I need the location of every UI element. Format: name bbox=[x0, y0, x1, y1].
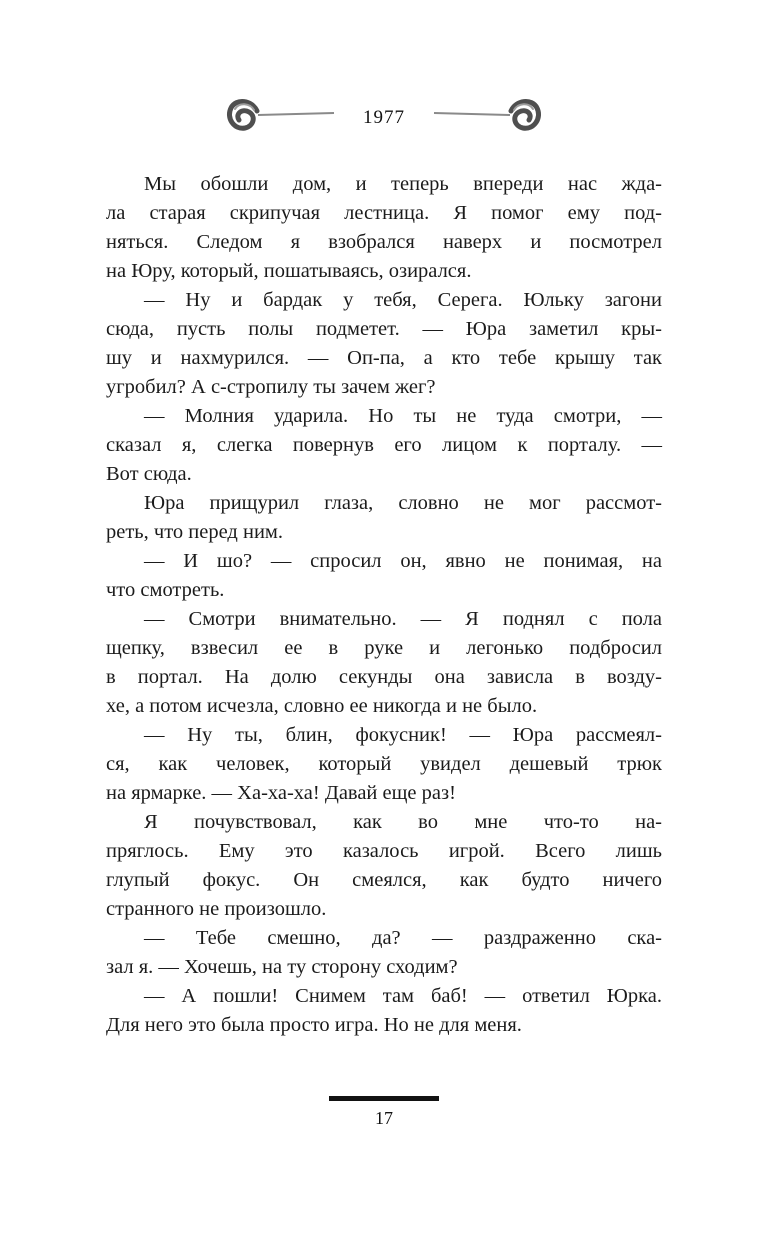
curl-flourish-right-icon bbox=[432, 96, 544, 140]
text-line: на Юру, который, пошатываясь, озирался. bbox=[106, 260, 472, 282]
text-line: глупый фокус. Он смеялся, как будто ничего bbox=[106, 869, 662, 891]
text-line: — А пошли! Снимем там баб! — ответил Юрка. bbox=[144, 985, 662, 1007]
text-block bbox=[106, 170, 662, 1040]
text-line: в портал. На долю секунды она зависла в возду- bbox=[106, 666, 662, 688]
text-line: пряглось. Ему это казалось игрой. Всего лишь bbox=[106, 840, 662, 862]
text-line: — И шо? — спросил он, явно не понимая, на bbox=[144, 550, 662, 572]
text-line: хе, а потом исчезла, словно ее никогда и не было. bbox=[106, 695, 538, 717]
text-line: — Ну ты, блин, фокусник! — Юра рассмеял- bbox=[144, 724, 662, 746]
text-line: — Смотри внимательно. — Я поднял с пола bbox=[144, 608, 662, 630]
text-line: что смотреть. bbox=[106, 579, 225, 601]
text-line: щепку, взвесил ее в руке и легонько подбросил bbox=[106, 637, 662, 659]
text-line: ла старая скрипучая лестница. Я помог ему под- bbox=[106, 202, 662, 224]
footer-rule bbox=[329, 1096, 439, 1101]
text-line: няться. Следом я взобрался наверх и посмотрел bbox=[106, 231, 662, 253]
text-line: реть, что перед ним. bbox=[106, 521, 284, 543]
curl-flourish-left-icon bbox=[224, 96, 336, 140]
text-line: Для него это была просто игра. Но не для меня. bbox=[106, 1014, 522, 1036]
text-line: ся, как человек, который увидел дешевый трюк bbox=[106, 753, 662, 775]
text-line: сказал я, слегка повернув его лицом к порталу. — bbox=[106, 434, 662, 456]
text-line: — Молния ударила. Но ты не туда смотри, — bbox=[144, 405, 662, 427]
text-line: — Ну и бардак у тебя, Серега. Юльку загони bbox=[144, 289, 662, 311]
text-line: угробил? А с-стропилу ты зачем жег? bbox=[106, 376, 436, 398]
text-line: Юра прищурил глаза, словно не мог рассмот- bbox=[144, 492, 662, 514]
text-line: на ярмарке. — Ха-ха-ха! Давай еще раз! bbox=[106, 782, 456, 804]
text-line: зал я. — Хочешь, на ту сторону сходим? bbox=[106, 956, 458, 978]
text-line: — Тебе смешно, да? — раздраженно ска- bbox=[144, 927, 662, 949]
text-line: сюда, пусть полы подметет. — Юра заметил кры- bbox=[106, 318, 662, 340]
text-line: Я почувствовал, как во мне что-то на- bbox=[144, 811, 662, 833]
page-footer bbox=[0, 1096, 768, 1129]
page-header bbox=[0, 96, 768, 140]
text-line: Мы обошли дом, и теперь впереди нас жда- bbox=[144, 173, 662, 195]
text-line: шу и нахмурился. — Оп-па, а кто тебе крышу так bbox=[106, 347, 662, 369]
text-line: Вот сюда. bbox=[106, 463, 192, 485]
chapter-title: 1977 bbox=[363, 107, 405, 128]
text-line: странного не произошло. bbox=[106, 898, 327, 920]
page-number: 17 bbox=[375, 1108, 393, 1128]
